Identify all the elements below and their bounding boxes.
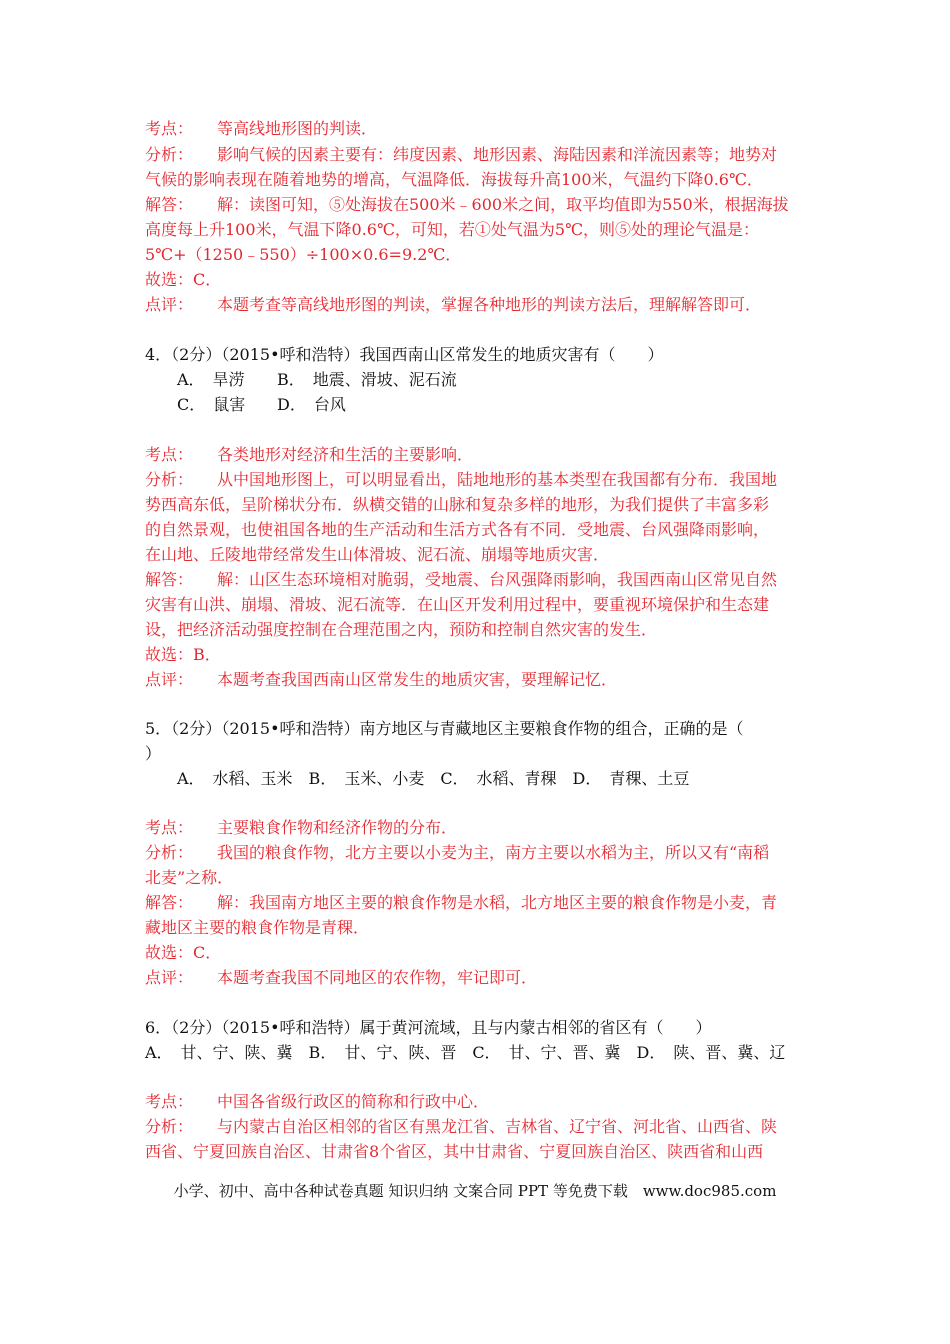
q5-options: A． 水稻、玉米 B． 玉米、小麦 C． 水稻、青稞 D． 青稞、土豆: [177, 769, 690, 788]
q5-analysis-line-2: 北麦”之称．: [145, 868, 234, 887]
q4-option-d: D． 台风: [277, 395, 346, 414]
q5-point: 考点： 主要粮食作物和经济作物的分布．: [145, 818, 458, 837]
q6-analysis-line-2: 西省、宁夏回族自治区、甘肃省8个省区，其中甘肃省、宁夏回族自治区、陕西省和山西: [145, 1142, 764, 1161]
q5-answer-line-1: 解答： 解：我国南方地区主要的粮食作物是水稻，北方地区主要的粮食作物是小麦，青: [145, 893, 778, 912]
q4-analysis-line-1: 分析： 从中国地形图上，可以明显看出，陆地地形的基本类型在我国都有分布．我国地: [145, 470, 778, 489]
q3-point: 考点： 等高线地形图的判读．: [145, 119, 378, 138]
q4-option-a: A． 旱涝: [177, 370, 245, 389]
q6-point: 考点： 中国各省级行政区的简称和行政中心．: [145, 1092, 490, 1111]
q6-options: A． 甘、宁、陕、冀 B． 甘、宁、陕、晋 C． 甘、宁、晋、冀 D． 陕、晋、冀、辽: [145, 1043, 786, 1062]
q3-answer-line-3: 5℃+（1250﹣550）÷100×0.6=9.2℃．: [145, 245, 462, 264]
q6-stem: 6．（2分）（2015•呼和浩特）属于黄河流域，且与内蒙古相邻的省区有（ ）: [145, 1018, 712, 1037]
q5-comment: 点评： 本题考查我国不同地区的农作物，牢记即可．: [145, 968, 538, 987]
q4-comment: 点评： 本题考查我国西南山区常发生的地质灾害，要理解记忆．: [145, 670, 618, 689]
q4-analysis-line-2: 势西高东低，呈阶梯状分布．纵横交错的山脉和复杂多样的地形，为我们提供了丰富多彩: [145, 495, 770, 514]
q4-answer-line-3: 设，把经济活动强度控制在合理范围之内，预防和控制自然灾害的发生．: [145, 620, 658, 639]
q5-stem-line-1: 5．（2分）（2015•呼和浩特）南方地区与青藏地区主要粮食作物的组合，正确的是（: [145, 719, 744, 738]
q4-analysis-line-4: 在山地、丘陵地带经常发生山体滑坡、泥石流、崩塌等地质灾害．: [145, 545, 610, 564]
q3-choice: 故选：C．: [145, 270, 222, 289]
q5-stem-line-2: ）: [145, 744, 162, 763]
q4-point: 考点： 各类地形对经济和生活的主要影响．: [145, 445, 474, 464]
q4-option-b: B． 地震、滑坡、泥石流: [277, 370, 457, 389]
q3-answer-line-2: 高度每上升100米，气温下降0.6℃，可知，若①处气温为5℃，则⑤处的理论气温是：: [145, 220, 759, 239]
q4-answer-line-1: 解答： 解：山区生态环境相对脆弱，受地震、台风强降雨影响，我国西南山区常见自然: [145, 570, 778, 589]
q3-answer-line-1: 解答： 解：读图可知，⑤处海拔在500米﹣600米之间，取平均值即为550米，根据海拔: [145, 195, 789, 214]
q4-stem: 4．（2分）（2015•呼和浩特）我国西南山区常发生的地质灾害有（ ）: [145, 345, 664, 364]
q4-option-c: C． 鼠害: [177, 395, 246, 414]
q4-answer-line-2: 灾害有山洪、崩塌、滑坡、泥石流等．在山区开发利用过程中，要重视环境保护和生态建: [145, 595, 770, 614]
q5-analysis-line-1: 分析： 我国的粮食作物，北方主要以小麦为主，南方主要以水稻为主，所以又有“南稻: [145, 843, 770, 862]
q3-comment: 点评： 本题考查等高线地形图的判读，掌握各种地形的判读方法后，理解解答即可．: [145, 295, 762, 314]
q4-choice: 故选：B．: [145, 645, 221, 664]
q5-choice: 故选：C．: [145, 943, 222, 962]
q4-analysis-line-3: 的自然景观，也使祖国各地的生产活动和生活方式各有不同．受地震、台风强降雨影响，: [145, 520, 770, 539]
q6-analysis-line-1: 分析： 与内蒙古自治区相邻的省区有黑龙江省、吉林省、辽宁省、河北省、山西省、陕: [145, 1117, 778, 1136]
page-footer: 小学、初中、高中各种试卷真题 知识归纳 文案合同 PPT 等免费下载 www.doc985.com: [173, 1182, 777, 1200]
q5-answer-line-2: 藏地区主要的粮食作物是青稞．: [145, 918, 370, 937]
q3-analysis-line-2: 气候的影响表现在随着地势的增高，气温降低．海拔每升高100米，气温约下降0.6℃．: [145, 170, 763, 189]
q3-analysis-line-1: 分析： 影响气候的因素主要有：纬度因素、地形因素、海陆因素和洋流因素等；地势对: [145, 145, 778, 164]
